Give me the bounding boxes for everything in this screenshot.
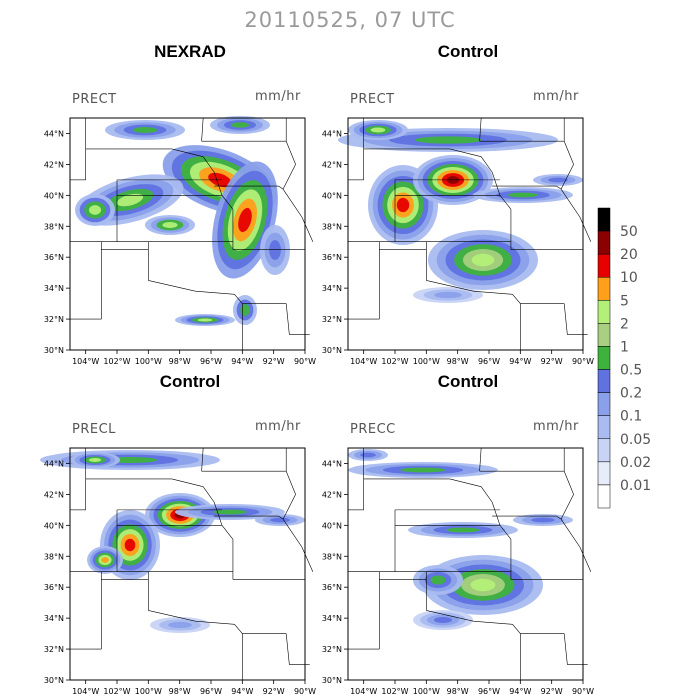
lon-tick-label: 94°W — [231, 357, 254, 366]
panel-title-control-prect: Control — [437, 42, 499, 61]
lon-tick-label: 100°W — [412, 357, 440, 366]
lat-tick-label: 38°N — [321, 552, 342, 562]
lon-tick-label: 102°W — [103, 687, 131, 696]
figure-title: 20110525, 07 UTC — [244, 8, 456, 32]
precip-map-control-prect — [308, 110, 598, 370]
panel-variable-label: PRECT — [72, 92, 117, 107]
precip-map-nexrad — [30, 110, 320, 370]
lat-tick-label: 34°N — [43, 614, 64, 624]
lon-tick-label: 96°W — [199, 357, 223, 366]
colorbar-tick-label: 0.2 — [620, 385, 643, 402]
lon-tick-label: 102°W — [381, 357, 409, 366]
lon-tick-label: 92°W — [262, 357, 285, 366]
lat-tick-label: 42°N — [321, 160, 342, 170]
lat-tick-label: 30°N — [43, 346, 64, 355]
colorbar-tick-label: 0.1 — [620, 408, 643, 425]
lon-tick-label: 104°W — [350, 357, 378, 366]
lon-tick-label: 104°W — [72, 687, 100, 696]
lon-tick-label: 90°W — [293, 357, 317, 366]
lon-tick-label: 96°W — [199, 687, 223, 696]
colorbar-segment — [598, 300, 610, 323]
panel-units-label: mm/hr — [533, 419, 579, 434]
panel-variable-label: PRECL — [72, 422, 116, 437]
lat-tick-label: 32°N — [43, 315, 64, 325]
lon-tick-label: 92°W — [540, 687, 563, 696]
colorbar-segment — [598, 370, 610, 393]
colorbar-segment — [598, 277, 610, 300]
colorbar-segment — [598, 346, 610, 369]
colorbar-tick-label: 10 — [620, 270, 638, 287]
panel-units-label: mm/hr — [533, 89, 579, 104]
lat-tick-label: 32°N — [321, 315, 342, 325]
precip-map-control-precc — [308, 440, 598, 700]
lat-tick-label: 32°N — [321, 645, 342, 655]
lat-tick-label: 38°N — [43, 222, 64, 232]
lon-tick-label: 102°W — [103, 357, 131, 366]
panel-units-label: mm/hr — [255, 419, 301, 434]
colorbar-tick-label: 20 — [620, 247, 638, 264]
lat-tick-label: 42°N — [43, 490, 64, 500]
lon-tick-label: 98°W — [446, 357, 469, 366]
lon-tick-label: 102°W — [381, 687, 409, 696]
colorbar-tick-label: 50 — [620, 224, 638, 241]
lon-tick-label: 104°W — [350, 687, 378, 696]
lat-tick-label: 44°N — [43, 459, 64, 469]
colorbar-segment — [598, 208, 610, 231]
lat-tick-label: 38°N — [321, 222, 342, 232]
panel-units-label: mm/hr — [255, 89, 301, 104]
colorbar-segment — [598, 323, 610, 346]
lon-tick-label: 100°W — [134, 357, 162, 366]
precip-map-control-precl — [30, 440, 320, 700]
colorbar-tick-label: 0.05 — [620, 431, 652, 448]
lat-tick-label: 44°N — [321, 459, 342, 469]
lat-tick-label: 36°N — [321, 253, 342, 263]
lat-tick-label: 44°N — [321, 129, 342, 139]
colorbar — [590, 200, 670, 540]
panel-title-control-precl: Control — [159, 372, 221, 391]
panel-title-nexrad: NEXRAD — [154, 42, 226, 61]
lat-tick-label: 36°N — [321, 583, 342, 593]
colorbar-segment — [598, 485, 610, 508]
lat-tick-label: 34°N — [43, 284, 64, 294]
lon-tick-label: 92°W — [262, 687, 285, 696]
lat-tick-label: 34°N — [321, 614, 342, 624]
lon-tick-label: 90°W — [571, 687, 595, 696]
lon-tick-label: 96°W — [477, 357, 501, 366]
lat-tick-label: 36°N — [43, 253, 64, 263]
lat-tick-label: 40°N — [43, 521, 64, 531]
colorbar-tick-label: 0.01 — [620, 477, 652, 494]
lat-tick-label: 40°N — [321, 521, 342, 531]
panel-variable-label: PRECC — [350, 422, 396, 437]
lon-tick-label: 90°W — [571, 357, 595, 366]
lon-tick-label: 92°W — [540, 357, 563, 366]
colorbar-tick-label: 0.5 — [620, 362, 643, 379]
colorbar-segment — [598, 462, 610, 485]
lon-tick-label: 100°W — [134, 687, 162, 696]
lat-tick-label: 38°N — [43, 552, 64, 562]
lat-tick-label: 40°N — [321, 191, 342, 201]
lat-tick-label: 36°N — [43, 583, 64, 593]
lat-tick-label: 40°N — [43, 191, 64, 201]
lon-tick-label: 94°W — [509, 687, 532, 696]
lon-tick-label: 104°W — [72, 357, 100, 366]
colorbar-segment — [598, 231, 610, 254]
colorbar-tick-label: 0.02 — [620, 454, 652, 471]
lon-tick-label: 98°W — [168, 687, 191, 696]
lon-tick-label: 100°W — [412, 687, 440, 696]
lat-tick-label: 42°N — [321, 490, 342, 500]
colorbar-tick-label: 5 — [620, 293, 629, 310]
lat-tick-label: 32°N — [43, 645, 64, 655]
lon-tick-label: 94°W — [231, 687, 254, 696]
lat-tick-label: 42°N — [43, 160, 64, 170]
colorbar-segment — [598, 416, 610, 439]
colorbar-segment — [598, 439, 610, 462]
colorbar-tick-label: 1 — [620, 339, 629, 356]
lon-tick-label: 90°W — [293, 687, 317, 696]
lon-tick-label: 96°W — [477, 687, 501, 696]
lat-tick-label: 30°N — [321, 676, 342, 685]
lon-tick-label: 98°W — [446, 687, 469, 696]
panel-variable-label: PRECT — [350, 92, 395, 107]
lon-tick-label: 94°W — [509, 357, 532, 366]
colorbar-segment — [598, 254, 610, 277]
lat-tick-label: 30°N — [321, 346, 342, 355]
lat-tick-label: 30°N — [43, 676, 64, 685]
colorbar-segment — [598, 393, 610, 416]
colorbar-tick-label: 2 — [620, 316, 629, 333]
panel-title-control-precc: Control — [437, 372, 499, 391]
lon-tick-label: 98°W — [168, 357, 191, 366]
lat-tick-label: 44°N — [43, 129, 64, 139]
lat-tick-label: 34°N — [321, 284, 342, 294]
